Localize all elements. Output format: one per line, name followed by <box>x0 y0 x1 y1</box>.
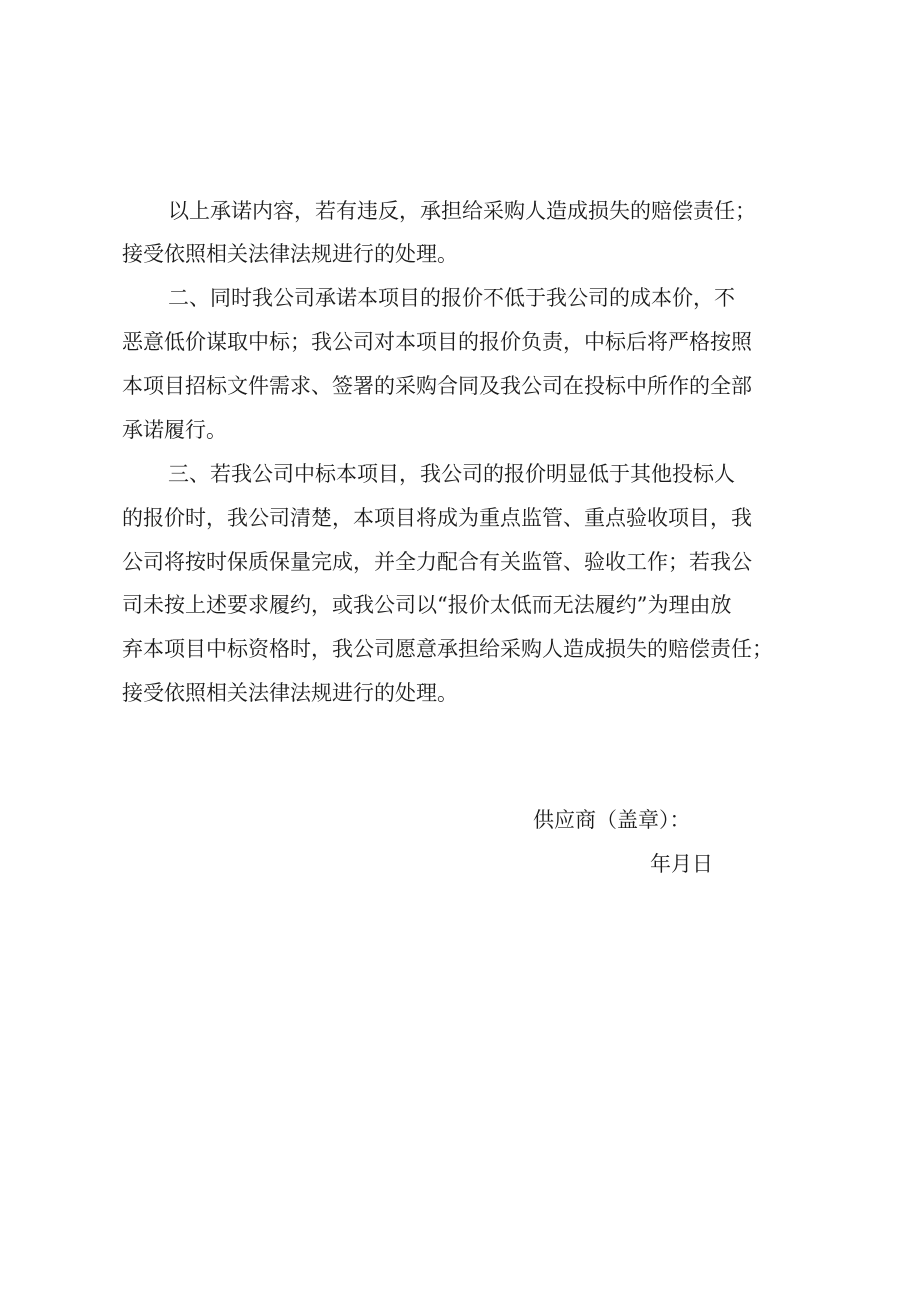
paragraph-line: 的报价时，我公司清楚，本项目将成为重点监管、重点验收项目，我 <box>122 506 752 530</box>
paragraph-line: 承诺履行。 <box>122 418 227 442</box>
paragraph-line: 本项目招标文件需求、签署的采购合同及我公司在投标中所作的全部 <box>122 374 752 398</box>
paragraph-line: 接受依照相关法律法规进行的处理。 <box>122 242 458 266</box>
supplier-seal-label: 供应商（盖章）： <box>533 808 691 832</box>
paragraph-line: 三、若我公司中标本项目，我公司的报价明显低于其他投标人 <box>168 462 735 486</box>
paragraph-line: 公司将按时保质保量完成，并全力配合有关监管、验收工作；若我公 <box>122 550 752 574</box>
paragraph-line: 弃本项目中标资格时，我公司愿意承担给采购人造成损失的赔偿责任； <box>122 637 773 661</box>
paragraph-line: 以上承诺内容，若有违反，承担给采购人造成损失的赔偿责任； <box>168 199 756 223</box>
date-label: 年月日 <box>650 852 713 876</box>
paragraph-line: 恶意低价谋取中标；我公司对本项目的报价负责，中标后将严格按照 <box>122 330 752 354</box>
paragraph-line: 二、同时我公司承诺本项目的报价不低于我公司的成本价，不 <box>168 286 735 310</box>
paragraph-line: 接受依照相关法律法规进行的处理。 <box>122 681 458 705</box>
paragraph-line: 司未按上述要求履约，或我公司以“报价太低而无法履约”为理由放 <box>122 593 732 617</box>
